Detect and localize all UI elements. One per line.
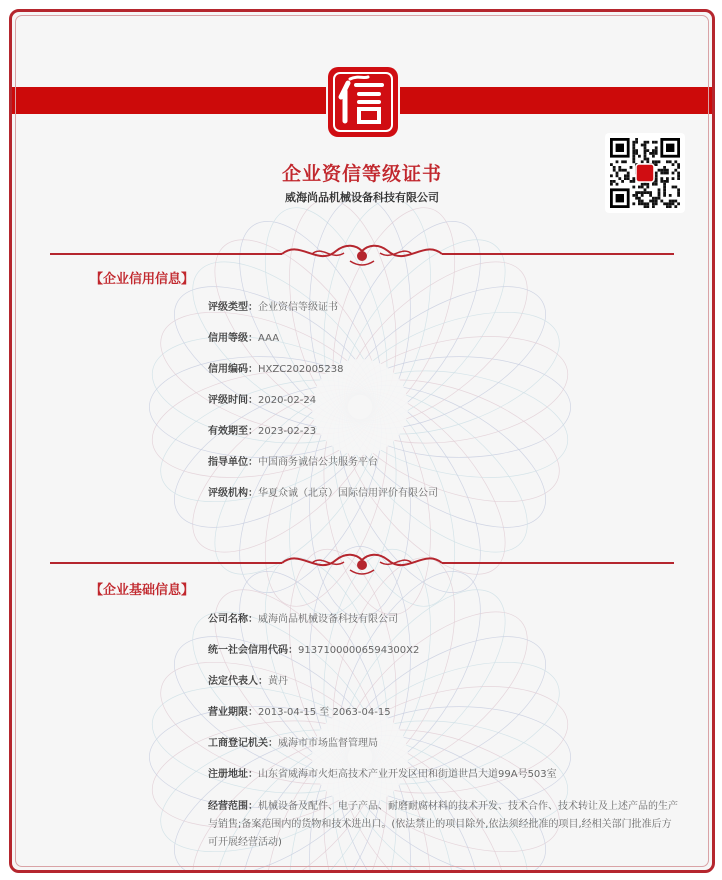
basic-row-credit-code: 统一社会信用代码：91371000006594300X2 xyxy=(208,645,420,656)
qr-code-icon xyxy=(605,133,685,213)
basic-row-registration-authority: 工商登记机关：威海市市场监督管理局 xyxy=(208,738,378,749)
company-name-subtitle: 威海尚品机械设备科技有限公司 xyxy=(285,191,439,204)
credit-info-heading: 【企业信用信息】 xyxy=(90,272,195,287)
xin-seal-logo-icon xyxy=(328,67,398,137)
credit-row-rating-date: 评级时间：2020-02-24 xyxy=(208,395,317,406)
basic-row-business-term: 营业期限：2013-04-15 至 2063-04-15 xyxy=(208,707,391,718)
ornament-divider xyxy=(50,550,674,576)
basic-row-registered-address: 注册地址：山东省威海市火炬高技术产业开发区田和街道世昌大道99A号503室 xyxy=(208,769,557,780)
credit-row-guiding-unit: 指导单位：中国商务诚信公共服务平台 xyxy=(208,457,378,468)
certificate-frame xyxy=(9,9,715,873)
basic-row-business-scope: 经营范围：机械设备及配件、电子产品、耐磨耐腐材料的技术开发、技术合作、技术转让及上述产品的生产与销售;备案范围内的货物和技术进出口。(依法禁止的项目除外,依法须经批准的项目,经相关部门批准后方可开展经营活动) xyxy=(208,801,678,848)
basic-row-legal-representative: 法定代表人：黄丹 xyxy=(208,676,288,687)
certificate-title: 企业资信等级证书 xyxy=(281,163,442,185)
credit-row-rating-agency: 评级机构：华夏众诚（北京）国际信用评价有限公司 xyxy=(208,488,438,499)
ornament-divider xyxy=(50,241,674,267)
credit-row-credit-level: 信用等级：AAA xyxy=(208,333,280,344)
credit-row-credit-code: 信用编码：HXZC202005238 xyxy=(208,364,344,375)
credit-row-valid-until: 有效期至：2023-02-23 xyxy=(208,426,317,437)
basic-info-heading: 【企业基础信息】 xyxy=(90,583,195,598)
credit-row-rating-type: 评级类型：企业资信等级证书 xyxy=(208,302,338,313)
basic-row-company-name: 公司名称：威海尚品机械设备科技有限公司 xyxy=(208,614,398,625)
